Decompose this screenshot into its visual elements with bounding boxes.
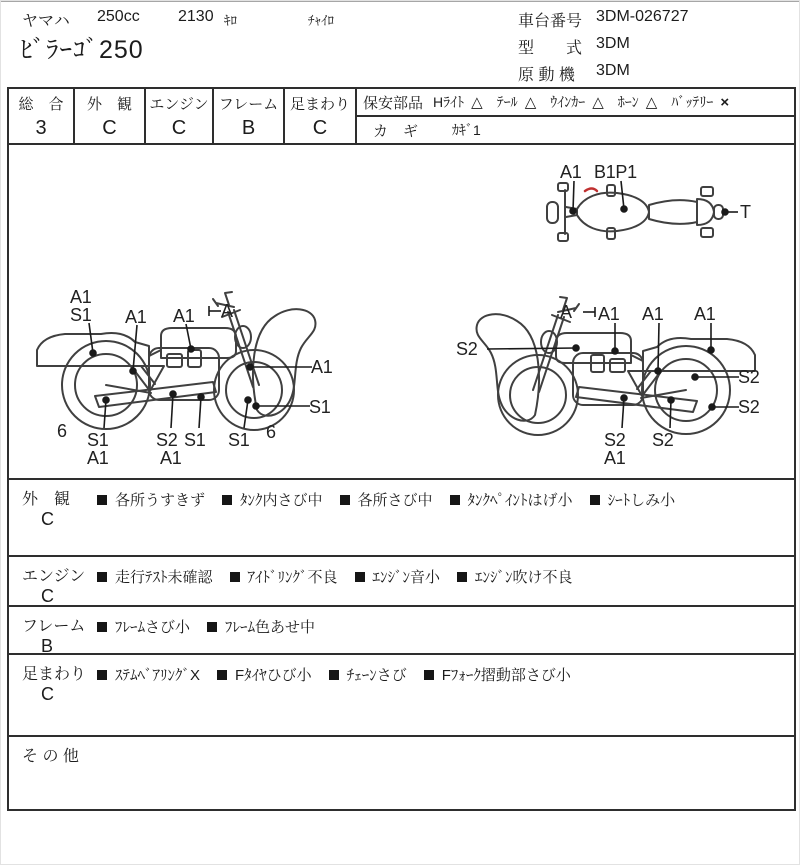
condition-sections — [7, 478, 796, 811]
grade-label: 外 観 — [86, 96, 132, 113]
condition-item-text: ｽﾃﾑﾍﾞｱﾘﾝｸﾞX — [115, 667, 201, 684]
diagram-annotation-label: A1 — [87, 448, 109, 468]
section-grade: C — [41, 684, 54, 704]
diagram-annotation-label: S2 — [738, 367, 760, 387]
section-grade: C — [41, 509, 54, 529]
diagram-annotation-label: A — [221, 301, 233, 321]
safety-parts-items — [433, 92, 743, 112]
safety-part-item — [618, 92, 658, 112]
bullet-square-icon — [97, 495, 107, 505]
condition-item — [457, 566, 573, 587]
condition-item — [97, 489, 205, 510]
condition-item-text: 各所さび中 — [357, 492, 433, 509]
diagram-annotation-label: S2 — [738, 397, 760, 417]
bullet-square-icon — [207, 622, 217, 632]
condition-item-text: ﾌﾚｰﾑさび小 — [115, 619, 191, 636]
key-row — [357, 117, 794, 143]
condition-item-text: 各所うすきず — [115, 492, 206, 509]
safety-parts-box — [357, 89, 794, 143]
grade-value: B — [241, 117, 256, 139]
section-label: エンジン — [22, 568, 86, 585]
model-name: ﾋﾞﾗｰｺﾞ250 — [20, 36, 144, 64]
grade-value: C — [102, 117, 117, 139]
damage-diagram-area — [7, 145, 796, 478]
bullet-square-icon — [355, 572, 365, 582]
condition-item — [230, 566, 338, 587]
mileage-value: 2130 — [178, 8, 214, 25]
safety-parts-label: 保安部品 — [363, 94, 424, 112]
displacement: 250cc — [97, 8, 140, 25]
condition-item-text: ﾀﾝｸﾍﾟｲﾝﾄはげ小 — [467, 492, 573, 509]
condition-item — [340, 489, 433, 510]
grade-row — [7, 87, 796, 145]
section-items — [97, 566, 590, 587]
diagram-annotation-label: S1 — [87, 430, 109, 450]
bullet-square-icon — [329, 670, 339, 680]
safety-part-name: ﾃｰﾙ — [496, 94, 518, 110]
grade-value: C — [312, 117, 328, 139]
bullet-square-icon — [230, 572, 240, 582]
diagram-annotation-label: B1P1 — [594, 162, 637, 182]
safety-part-item — [671, 92, 729, 112]
bullet-square-icon — [97, 670, 107, 680]
diagram-annotation-label: S1 — [309, 397, 331, 417]
condition-item — [450, 489, 573, 510]
section-label: 外 観 — [22, 491, 71, 508]
mileage-unit: ｷﾛ — [224, 13, 237, 28]
diagram-annotation-label: A — [560, 302, 572, 322]
condition-item — [217, 664, 312, 685]
diagram-annotation-label: A1 — [694, 304, 716, 324]
diagram-annotation-label: A1 — [642, 304, 664, 324]
diagram-annotation-label: A1 — [160, 448, 182, 468]
condition-item — [97, 616, 190, 637]
section-undercarriage — [9, 653, 794, 735]
bullet-square-icon — [97, 572, 107, 582]
maker-name: ヤマハ — [22, 13, 70, 30]
diagram-annotation-label: 6 — [57, 421, 67, 441]
safety-part-mark: △ — [471, 94, 483, 111]
diagram-annotation-label: S2 — [652, 430, 674, 450]
condition-item — [590, 489, 676, 510]
safety-part-name: Hﾗｲﾄ — [433, 94, 465, 110]
condition-item — [97, 664, 200, 685]
section-items — [97, 616, 332, 637]
condition-item-text: Fﾀｲﾔひび小 — [235, 667, 312, 684]
condition-item-text: Fﾌｫｰｸ摺動部さび小 — [441, 667, 571, 684]
bullet-square-icon — [97, 622, 107, 632]
section-frame — [9, 605, 794, 656]
diagram-annotation-label: T — [740, 202, 751, 222]
grade-value: C — [171, 117, 187, 139]
condition-item-text: ｴﾝｼﾞﾝ音小 — [372, 569, 441, 586]
grade-cell-engine — [146, 89, 214, 143]
bullet-square-icon — [222, 495, 232, 505]
condition-item — [97, 566, 213, 587]
bullet-square-icon — [450, 495, 460, 505]
diagram-annotation-label: A1 — [311, 357, 333, 377]
safety-part-name: ｳｲﾝｶｰ — [550, 94, 586, 110]
safety-part-mark: △ — [592, 94, 604, 111]
safety-part-item — [433, 92, 483, 112]
condition-item-text: ｱｲﾄﾞﾘﾝｸﾞ不良 — [247, 569, 338, 586]
grade-label: 足まわり — [289, 96, 350, 113]
bullet-square-icon — [424, 670, 434, 680]
motorcycle-diagram — [9, 145, 798, 478]
section-label: そ の 他 — [22, 748, 79, 765]
key-value: ｶｷﾞ1 — [452, 122, 481, 138]
bullet-square-icon — [590, 495, 600, 505]
condition-item — [424, 664, 571, 685]
body-color: ﾁｬｲﾛ — [308, 13, 334, 28]
chassis-number-label: 車台番号 — [518, 13, 583, 30]
model-type-label: 型 式 — [518, 40, 583, 57]
section-exterior — [9, 480, 794, 555]
safety-part-mark: × — [720, 93, 730, 111]
grade-cell-exterior — [75, 89, 146, 143]
section-label: 足まわり — [22, 666, 87, 683]
safety-part-name: ﾎｰﾝ — [617, 94, 639, 110]
diagram-annotation-label: A1 — [125, 307, 147, 327]
condition-item-text: ｼｰﾄしみ小 — [607, 492, 676, 509]
section-items — [97, 664, 588, 685]
safety-part-item — [497, 92, 537, 112]
diagram-annotation-label: S2 — [156, 430, 178, 450]
grade-cell-overall — [9, 89, 75, 143]
engine-code-label: 原 動 機 — [518, 67, 575, 84]
diagram-annotation-label: A1 — [173, 306, 195, 326]
safety-parts-row — [357, 89, 794, 117]
section-grade: B — [41, 636, 54, 656]
safety-part-mark: △ — [524, 94, 537, 111]
condition-item-text: 走行ﾃｽﾄ未確認 — [115, 569, 213, 586]
diagram-annotation-label: S1 — [70, 305, 92, 325]
grade-label: 総 合 — [18, 96, 64, 113]
diagram-annotation-label: 6 — [266, 422, 276, 442]
grade-cell-undercarriage — [285, 89, 357, 143]
condition-item — [222, 489, 323, 510]
grade-label: フレーム — [218, 96, 279, 113]
diagram-annotation-label: A1 — [560, 162, 582, 182]
diagram-annotation-label: A1 — [70, 287, 92, 307]
section-grade: C — [41, 586, 54, 606]
safety-part-mark: △ — [645, 94, 658, 111]
diagram-annotation-label: S1 — [184, 430, 206, 450]
section-label: フレーム — [22, 618, 86, 635]
condition-item — [207, 616, 315, 637]
engine-code-value: 3DM — [596, 62, 630, 79]
chassis-number-value: 3DM-026727 — [596, 8, 689, 25]
safety-part-item — [550, 92, 604, 112]
condition-item-text: ｴﾝｼﾞﾝ吹け不良 — [475, 569, 573, 586]
bullet-square-icon — [217, 670, 227, 680]
condition-item-text: ﾀﾝｸ内さび中 — [240, 492, 323, 509]
bullet-square-icon — [457, 572, 467, 582]
condition-item — [329, 664, 407, 685]
section-engine — [9, 555, 794, 605]
red-damage-mark — [585, 189, 597, 192]
condition-item-text: ﾌﾚｰﾑ色あせ中 — [225, 619, 316, 636]
grade-cell-frame — [214, 89, 285, 143]
bullet-square-icon — [340, 495, 350, 505]
section-other — [9, 735, 794, 809]
condition-item — [355, 566, 441, 587]
diagram-annotation-label: A1 — [598, 304, 620, 324]
condition-item-text: ﾁｪｰﾝさび — [346, 667, 407, 684]
diagram-annotation-label: S2 — [604, 430, 626, 450]
scan-edge-line — [0, 0, 800, 2]
grade-value: 3 — [35, 117, 47, 139]
model-type-value: 3DM — [596, 35, 630, 52]
safety-part-name: ﾊﾞｯﾃﾘｰ — [671, 94, 714, 110]
diagram-annotation-label: S1 — [228, 430, 250, 450]
grade-label: エンジン — [149, 96, 209, 113]
diagram-annotation-label: S2 — [456, 339, 478, 359]
diagram-annotation-label: A1 — [604, 448, 626, 468]
key-label: カ ギ — [373, 122, 419, 140]
section-items — [97, 489, 692, 510]
